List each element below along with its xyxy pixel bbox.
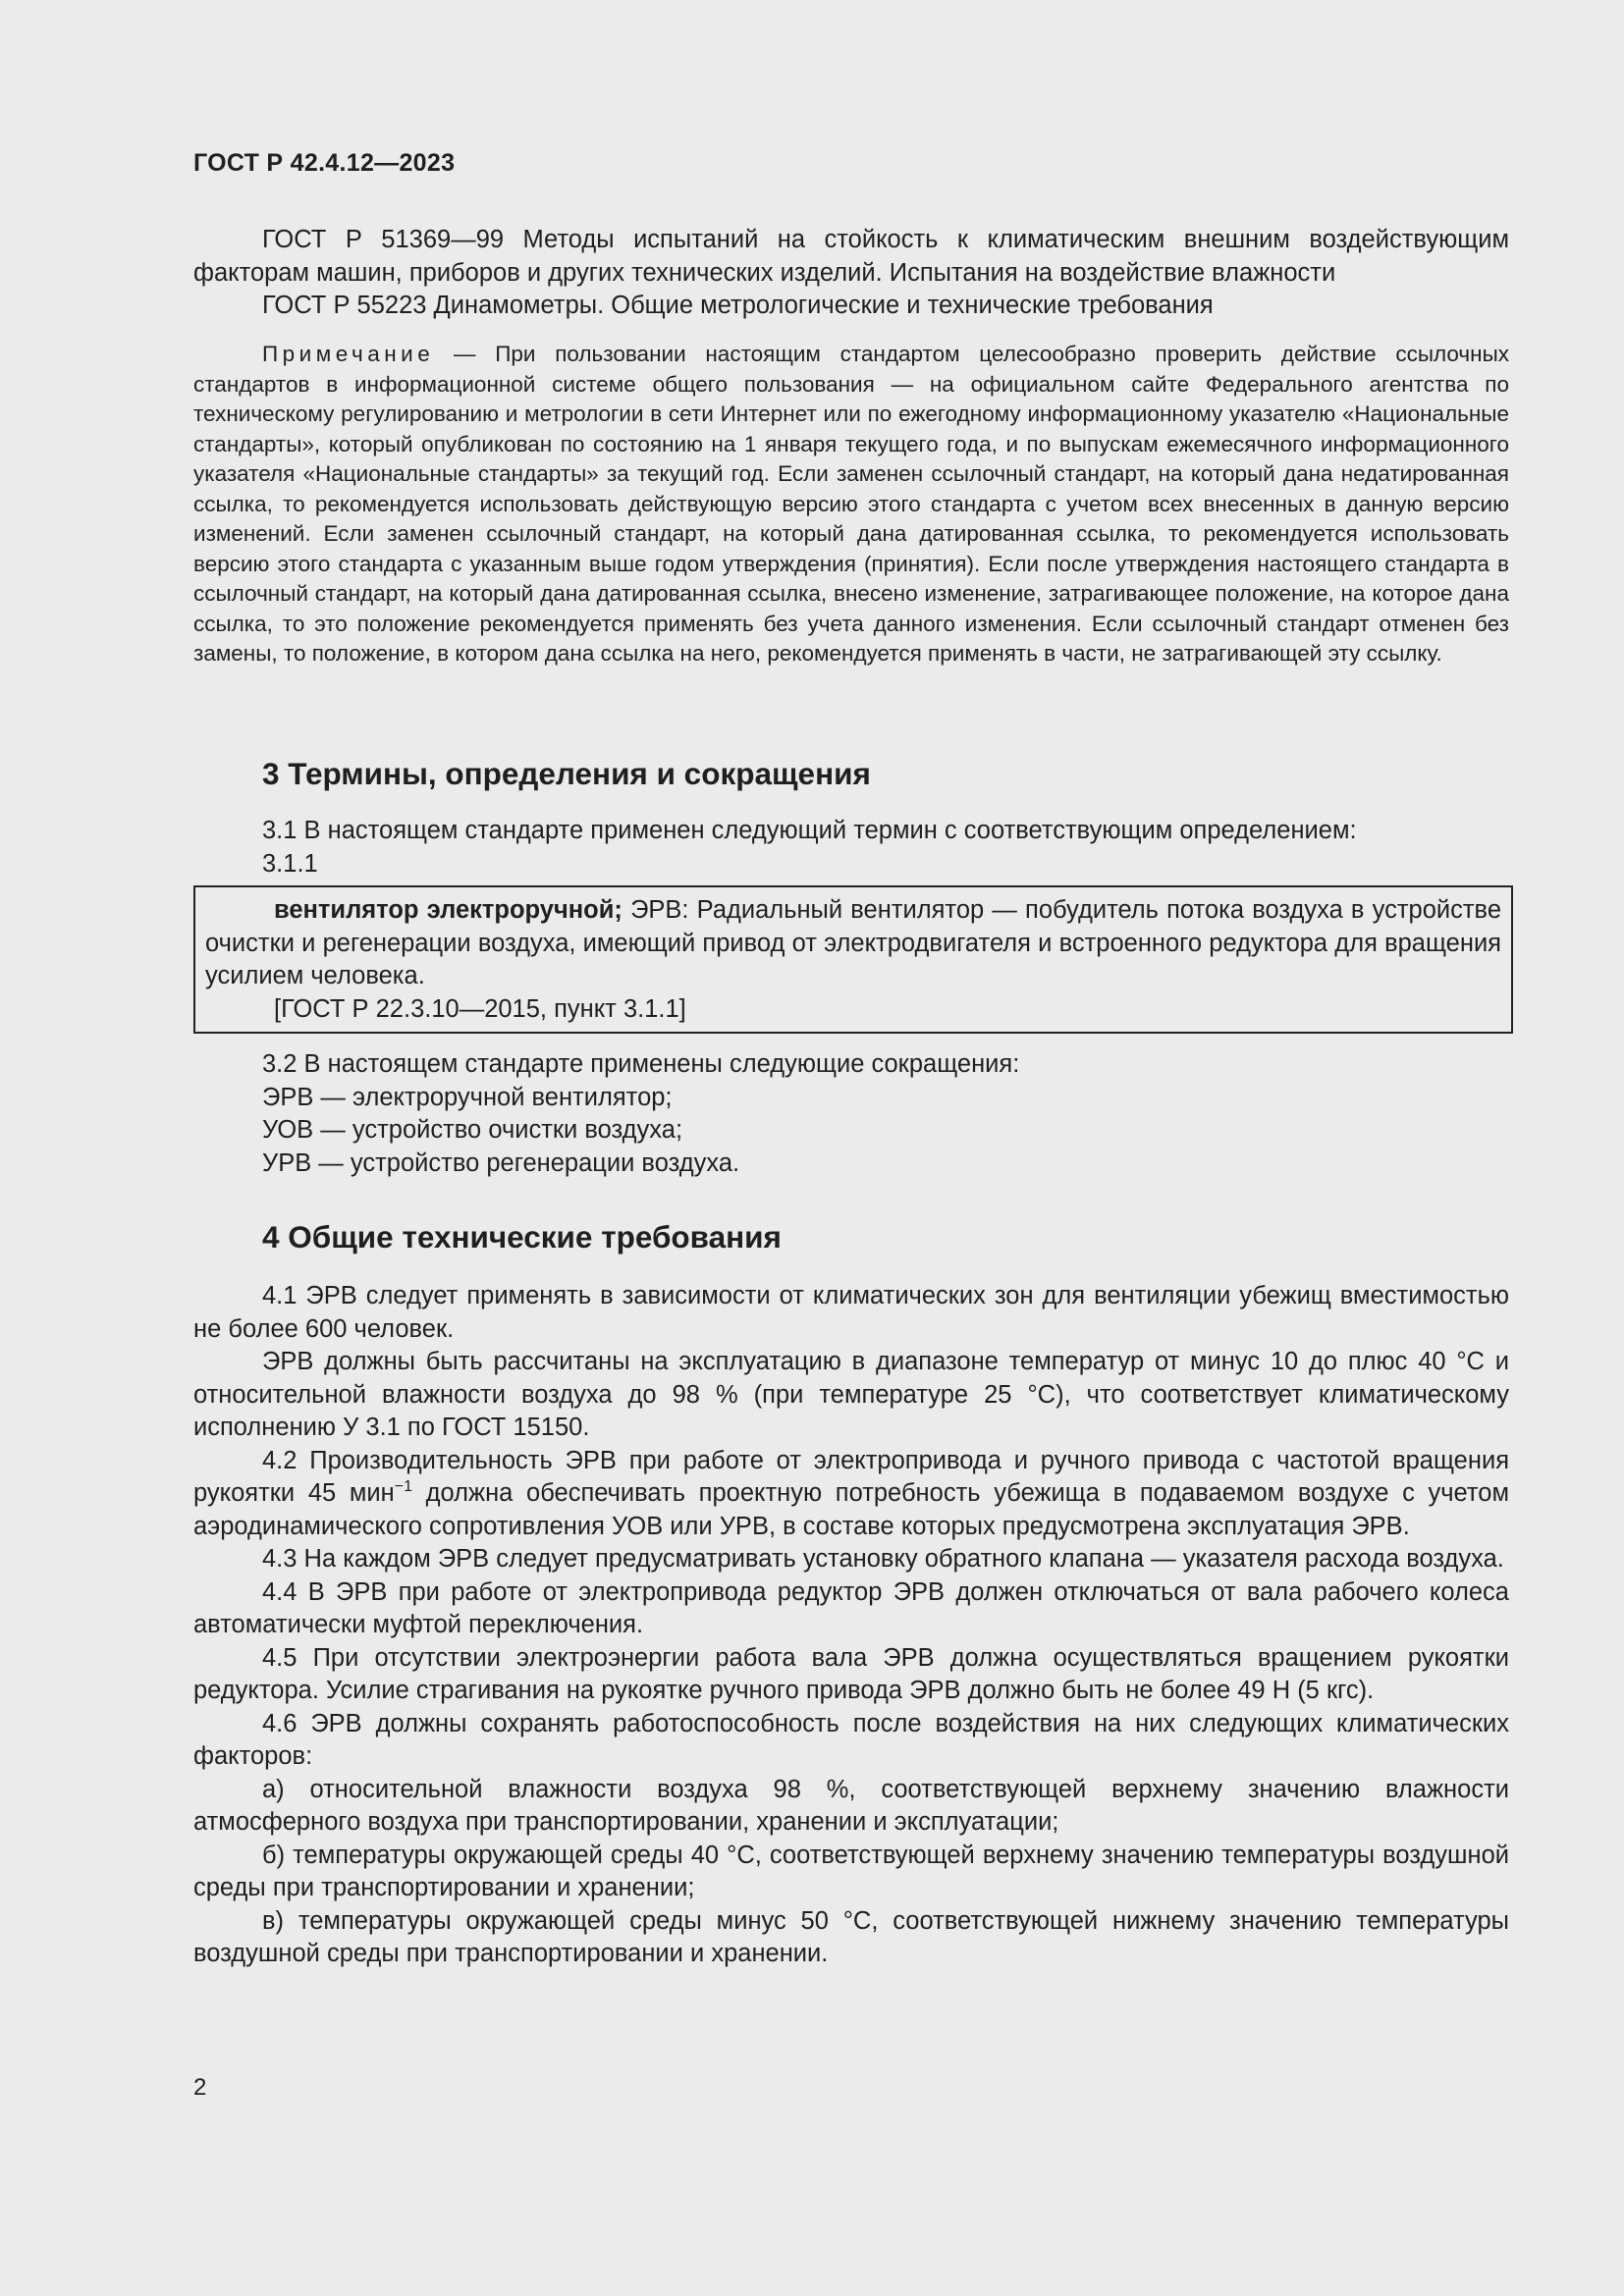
reference-item: ГОСТ Р 51369—99 Методы испытаний на стойкость к климатическим внешним воздействующим факторам машин, приборов и других технических изделий. Испытания на воздействие влажности — [193, 226, 1509, 287]
term-definition: ЭРВ: Радиальный вентилятор — побудитель потока воздуха в устройстве очистки и регенерации воздуха, имеющий привод от электродвигателя и встроенного редуктора для вращения усилием человека. — [205, 896, 1501, 989]
clause-4-6-b: б) температуры окружающей среды 40 °С, соответствующей верхнему значению температуры воздушной среды при транспортировании и хранении; — [193, 1841, 1509, 1901]
note-label: Примечание — [262, 342, 435, 366]
term-source: [ГОСТ Р 22.3.10—2015, пункт 3.1.1] — [274, 994, 686, 1023]
clause-4-3: 4.3 На каждом ЭРВ следует предусматривать установку обратного клапана — указателя расхода воздуха. — [262, 1545, 1504, 1573]
note-paragraph — [193, 340, 1509, 669]
section-3-abbreviations — [193, 1048, 1509, 1180]
clause-4-1: 4.1 ЭРВ следует применять в зависимости от климатических зон для вентиляции убежищ вместимостью не более 600 человек. — [193, 1282, 1509, 1343]
term-definition-box — [193, 885, 1513, 1034]
page-number: 2 — [193, 2074, 207, 2101]
abbreviation-item: УРВ — устройство регенерации воздуха. — [262, 1148, 740, 1177]
clause-4-2 — [193, 1445, 1509, 1544]
clause-4-6-a: а) относительной влажности воздуха 98 %, соответствующей верхнему значению влажности атмосферного воздуха при транспортировании, хранении и эксплуатации; — [193, 1775, 1509, 1836]
clause-4-6-v: в) температуры окружающей среды минус 50 °С, соответствующей нижнему значению температуры воздушной среды при транспортировании и хранении. — [193, 1906, 1509, 1967]
document-header: ГОСТ Р 42.4.12—2023 — [193, 149, 456, 177]
section-4-body — [193, 1280, 1509, 1971]
clause-3-1: 3.1 В настоящем стандарте применен следующий термин с соответствующим определением: — [262, 817, 1357, 844]
abbreviation-item: УОВ — устройство очистки воздуха; — [262, 1116, 683, 1144]
clause-3-2: 3.2 В настоящем стандарте применены следующие сокращения: — [262, 1050, 1020, 1078]
clause-4-5: 4.5 При отсутствии электроэнергии работа вала ЭРВ должна осуществляться вращением рукоятки редуктора. Усилие страгивания на рукоятке ручного привода ЭРВ должно быть не более 49 Н (5 кгс). — [193, 1643, 1509, 1704]
clause-4-2-exponent: −1 — [394, 1478, 412, 1495]
term-name: вентилятор электроручной; — [274, 896, 623, 924]
clause-4-2-text: 4.2 Производительность ЭРВ при работе от электропривода и ручного привода с частотой вращения рукоятки 45 мин — [193, 1446, 1509, 1507]
note-text: — При пользовании настоящим стандартом целесообразно проверить действие ссылочных стандартов в информационной системе общего пользования — на официальном сайте Федерального агентства по техническому регулированию и метрологии в сети Интернет или по ежегодному информационному указателю «Национальные стандарты», который опубликован по состоянию на 1 января текущего года, и по выпускам ежемесячного информационного указателя «Национальные стандарты» за текущий год. Если заменен ссылочный стандарт, на который дана недатированная ссылка, то рекомендуется использовать действующую версию этого стандарта с учетом всех внесенных в данную версию изменений. Если заменен ссылочный стандарт, на который дана датированная ссылка, то рекомендуется использовать версию этого стандарта с указанным выше годом утверждения (принятия). Если после утверждения настоящего стандарта в ссылочный стандарт, на который дана датированная ссылка, внесено изменение, затрагивающее положение, на которое дана ссылка, то это положение рекомендуется применять без учета данного изменения. Если ссылочный стандарт отменен без замены, то положение, в котором дана ссылка на него, рекомендуется применять в части, не затрагивающей эту ссылку. — [193, 342, 1509, 666]
clause-4-6: 4.6 ЭРВ должны сохранять работоспособность после воздействия на них следующих климатических факторов: — [193, 1709, 1509, 1770]
section-4-title: 4 Общие технические требования — [262, 1219, 782, 1255]
section-3-intro — [193, 815, 1509, 881]
clause-4-2-text-cont: должна обеспечивать проектную потребность убежища в подаваемом воздухе с учетом аэродинамического сопротивления УОВ или УРВ, в составе которых предусмотрена эксплуатация ЭРВ. — [193, 1479, 1509, 1540]
clause-4-1-climate: ЭРВ должны быть рассчитаны на эксплуатацию в диапазоне температур от минус 10 до плюс 40 °С и относительной влажности воздуха до 98 % (при температуре 25 °С), что соответствует климатическому исполнению У 3.1 по ГОСТ 15150. — [193, 1348, 1509, 1441]
term-entry — [205, 894, 1501, 993]
abbreviation-item: ЭРВ — электроручной вентилятор; — [262, 1083, 673, 1111]
clause-3-1-1: 3.1.1 — [262, 849, 318, 878]
section-3-title: 3 Термины, определения и сокращения — [262, 756, 871, 791]
normative-references — [193, 224, 1509, 323]
clause-4-4: 4.4 В ЭРВ при работе от электропривода редуктор ЭРВ должен отключаться от вала рабочего колеса автоматически муфтой переключения. — [193, 1577, 1509, 1638]
reference-item: ГОСТ Р 55223 Динамометры. Общие метрологические и технические требования — [262, 292, 1214, 319]
